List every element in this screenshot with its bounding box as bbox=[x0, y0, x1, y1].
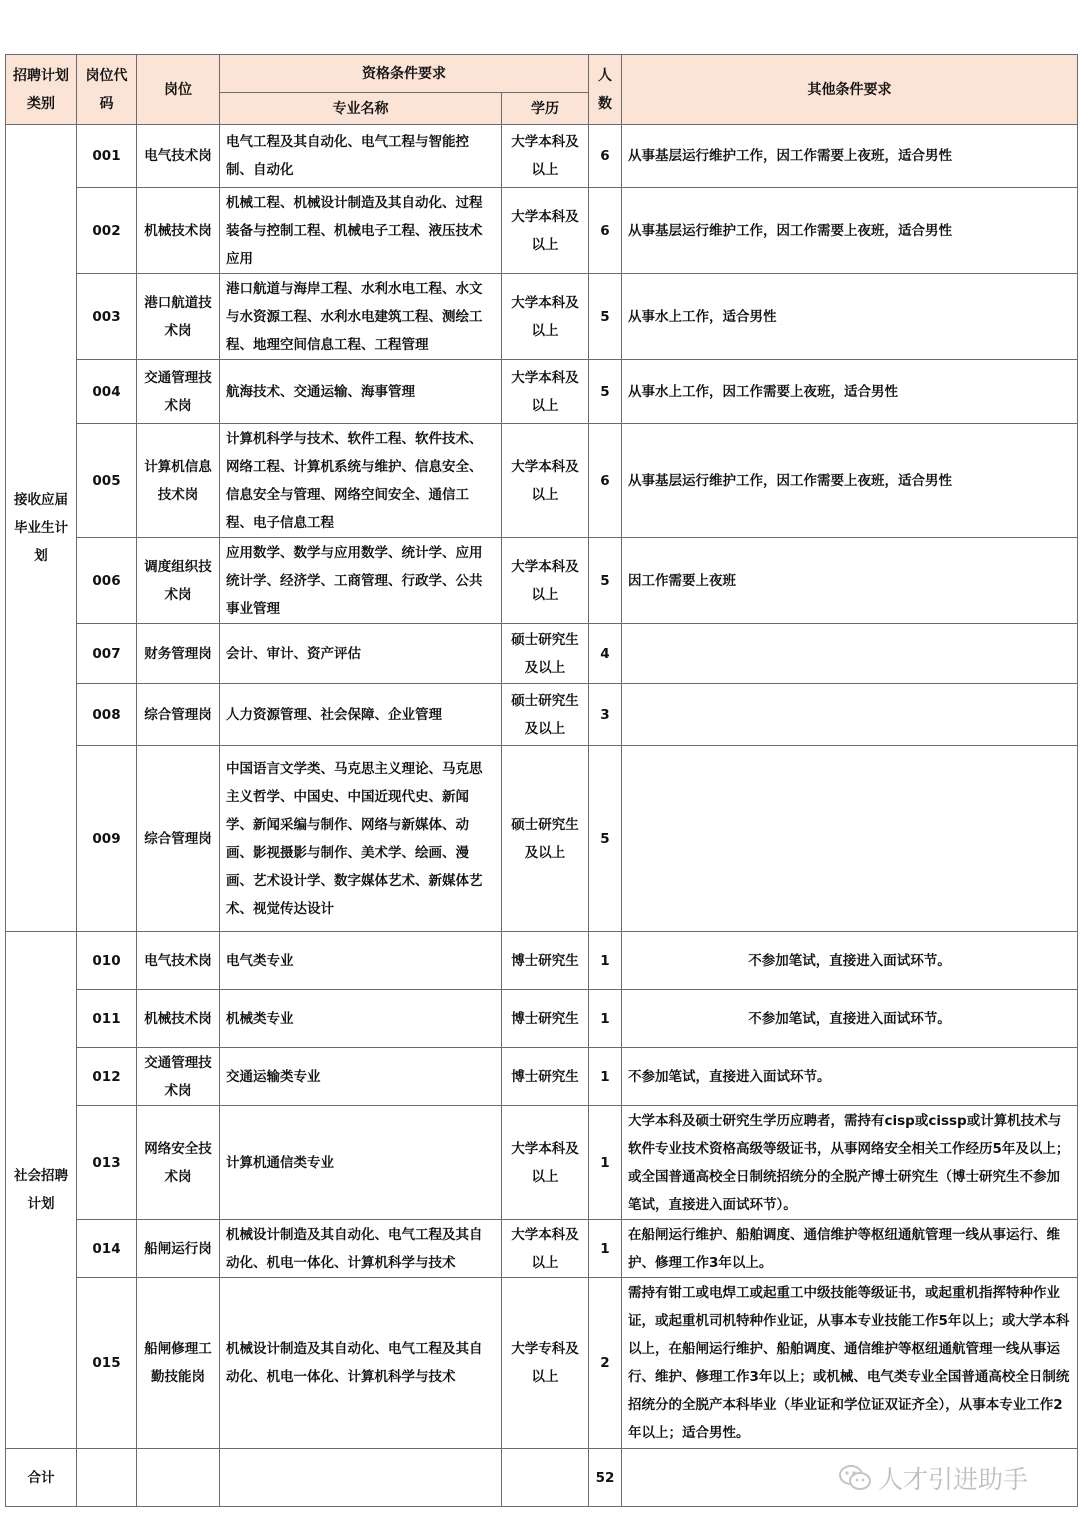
headcount: 5 bbox=[589, 274, 622, 360]
major-list: 人力资源管理、社会保障、企业管理 bbox=[220, 684, 502, 746]
headcount: 5 bbox=[589, 360, 622, 424]
other-requirements bbox=[622, 624, 1078, 684]
table-row bbox=[6, 684, 1078, 746]
education-level: 大学本科及以上 bbox=[502, 1220, 589, 1278]
education-level: 大学本科及以上 bbox=[502, 424, 589, 538]
header-code: 岗位代码 bbox=[77, 55, 137, 125]
position-code: 005 bbox=[77, 424, 137, 538]
education-level: 大学本科及以上 bbox=[502, 1106, 589, 1220]
other-requirements bbox=[622, 684, 1078, 746]
major-list: 航海技术、交通运输、海事管理 bbox=[220, 360, 502, 424]
table-row bbox=[6, 990, 1078, 1048]
position-code: 002 bbox=[77, 188, 137, 274]
watermark bbox=[838, 1460, 1028, 1496]
recruitment-table bbox=[5, 54, 1078, 1507]
position-code: 013 bbox=[77, 1106, 137, 1220]
education-level: 大学本科及以上 bbox=[502, 538, 589, 624]
education-level: 博士研究生 bbox=[502, 1048, 589, 1106]
other-requirements: 从事水上工作，因工作需要上夜班，适合男性 bbox=[622, 360, 1078, 424]
position-code: 003 bbox=[77, 274, 137, 360]
position-code: 001 bbox=[77, 125, 137, 188]
total-label: 合计 bbox=[6, 1449, 77, 1507]
headcount: 2 bbox=[589, 1278, 622, 1449]
major-list: 机械设计制造及其自动化、电气工程及其自动化、机电一体化、计算机科学与技术 bbox=[220, 1278, 502, 1449]
position-name: 电气技术岗 bbox=[137, 932, 220, 990]
table-row bbox=[6, 932, 1078, 990]
headcount: 6 bbox=[589, 188, 622, 274]
empty-cell bbox=[220, 1449, 502, 1507]
position-code: 014 bbox=[77, 1220, 137, 1278]
empty-cell bbox=[502, 1449, 589, 1507]
table-row bbox=[6, 125, 1078, 188]
headcount: 5 bbox=[589, 746, 622, 932]
table-row bbox=[6, 538, 1078, 624]
education-level: 大学专科及以上 bbox=[502, 1278, 589, 1449]
position-name: 计算机信息技术岗 bbox=[137, 424, 220, 538]
position-name: 港口航道技术岗 bbox=[137, 274, 220, 360]
other-requirements bbox=[622, 746, 1078, 932]
table-row bbox=[6, 188, 1078, 274]
education-level: 大学本科及以上 bbox=[502, 274, 589, 360]
education-level: 硕士研究生及以上 bbox=[502, 624, 589, 684]
major-list: 机械设计制造及其自动化、电气工程及其自动化、机电一体化、计算机科学与技术 bbox=[220, 1220, 502, 1278]
table-row bbox=[6, 1278, 1078, 1449]
education-level: 硕士研究生及以上 bbox=[502, 684, 589, 746]
position-code: 008 bbox=[77, 684, 137, 746]
category-graduates: 接收应届毕业生计划 bbox=[6, 125, 77, 932]
major-list: 电气工程及其自动化、电气工程与智能控制、自动化 bbox=[220, 125, 502, 188]
headcount: 3 bbox=[589, 684, 622, 746]
header-other: 其他条件要求 bbox=[622, 55, 1078, 125]
watermark-text: 人才引进助手 bbox=[878, 1465, 1029, 1494]
other-requirements: 不参加笔试，直接进入面试环节。 bbox=[622, 1048, 1078, 1106]
wechat-icon bbox=[838, 1463, 872, 1493]
position-code: 011 bbox=[77, 990, 137, 1048]
education-level: 硕士研究生及以上 bbox=[502, 746, 589, 932]
headcount: 6 bbox=[589, 125, 622, 188]
header-category: 招聘计划类别 bbox=[6, 55, 77, 125]
table-row bbox=[6, 1220, 1078, 1278]
header-qualification: 资格条件要求 bbox=[220, 55, 589, 93]
empty-cell bbox=[77, 1449, 137, 1507]
position-code: 007 bbox=[77, 624, 137, 684]
other-requirements: 从事基层运行维护工作，因工作需要上夜班，适合男性 bbox=[622, 188, 1078, 274]
position-code: 012 bbox=[77, 1048, 137, 1106]
headcount: 5 bbox=[589, 538, 622, 624]
header-education: 学历 bbox=[502, 93, 589, 125]
position-code: 006 bbox=[77, 538, 137, 624]
position-name: 船闸修理工勤技能岗 bbox=[137, 1278, 220, 1449]
headcount: 1 bbox=[589, 1220, 622, 1278]
position-name: 综合管理岗 bbox=[137, 684, 220, 746]
major-list: 交通运输类专业 bbox=[220, 1048, 502, 1106]
empty-cell bbox=[137, 1449, 220, 1507]
position-name: 电气技术岗 bbox=[137, 125, 220, 188]
other-requirements: 在船闸运行维护、船舶调度、通信维护等枢纽通航管理一线从事运行、维护、修理工作3年以上。 bbox=[622, 1220, 1078, 1278]
table-row bbox=[6, 1106, 1078, 1220]
major-list: 机械类专业 bbox=[220, 990, 502, 1048]
other-requirements: 大学本科及硕士研究生学历应聘者，需持有cisp或cissp或计算机技术与软件专业技术资格高级等级证书，从事网络安全相关工作经历5年及以上；或全国普通高校全日制统招统分的全脱产博士研究生（博士研究生不参加笔试，直接进入面试环节）。 bbox=[622, 1106, 1078, 1220]
header-position: 岗位 bbox=[137, 55, 220, 125]
education-level: 大学本科及以上 bbox=[502, 360, 589, 424]
other-requirements: 从事水上工作，适合男性 bbox=[622, 274, 1078, 360]
major-list: 计算机科学与技术、软件工程、软件技术、网络工程、计算机系统与维护、信息安全、信息安全与管理、网络空间安全、通信工程、电子信息工程 bbox=[220, 424, 502, 538]
other-requirements: 不参加笔试，直接进入面试环节。 bbox=[622, 990, 1078, 1048]
headcount: 4 bbox=[589, 624, 622, 684]
major-list: 计算机通信类专业 bbox=[220, 1106, 502, 1220]
position-name: 网络安全技术岗 bbox=[137, 1106, 220, 1220]
headcount: 1 bbox=[589, 990, 622, 1048]
headcount: 1 bbox=[589, 1048, 622, 1106]
major-list: 会计、审计、资产评估 bbox=[220, 624, 502, 684]
table-row bbox=[6, 746, 1078, 932]
education-level: 大学本科及以上 bbox=[502, 188, 589, 274]
table-row bbox=[6, 360, 1078, 424]
position-code: 015 bbox=[77, 1278, 137, 1449]
headcount: 1 bbox=[589, 1106, 622, 1220]
position-name: 机械技术岗 bbox=[137, 188, 220, 274]
education-level: 博士研究生 bbox=[502, 990, 589, 1048]
position-code: 010 bbox=[77, 932, 137, 990]
major-list: 港口航道与海岸工程、水利水电工程、水文与水资源工程、水利水电建筑工程、测绘工程、地理空间信息工程、工程管理 bbox=[220, 274, 502, 360]
position-name: 调度组织技术岗 bbox=[137, 538, 220, 624]
total-count: 52 bbox=[589, 1449, 622, 1507]
position-name: 交通管理技术岗 bbox=[137, 1048, 220, 1106]
education-level: 博士研究生 bbox=[502, 932, 589, 990]
education-level: 大学本科及以上 bbox=[502, 125, 589, 188]
major-list: 应用数学、数学与应用数学、统计学、应用统计学、经济学、工商管理、行政学、公共事业管理 bbox=[220, 538, 502, 624]
position-name: 综合管理岗 bbox=[137, 746, 220, 932]
header-major: 专业名称 bbox=[220, 93, 502, 125]
position-code: 009 bbox=[77, 746, 137, 932]
position-code: 004 bbox=[77, 360, 137, 424]
position-name: 船闸运行岗 bbox=[137, 1220, 220, 1278]
table-row bbox=[6, 624, 1078, 684]
major-list: 中国语言文学类、马克思主义理论、马克思主义哲学、中国史、中国近现代史、新闻学、新闻采编与制作、网络与新媒体、动画、影视摄影与制作、美术学、绘画、漫画、艺术设计学、数字媒体艺术、新媒体艺术、视觉传达设计 bbox=[220, 746, 502, 932]
table-row bbox=[6, 424, 1078, 538]
category-social: 社会招聘计划 bbox=[6, 932, 77, 1449]
headcount: 1 bbox=[589, 932, 622, 990]
other-requirements: 需持有钳工或电焊工或起重工中级技能等级证书，或起重机指挥特种作业证，或起重机司机特种作业证，从事本专业技能工作5年以上；或大学本科以上，在船闸运行维护、船舶调度、通信维护等枢纽通航管理一线从事运行、维护、修理工作3年以上；或机械、电气类专业全国普通高校全日制统招统分的全脱产本科毕业（毕业证和学位证双证齐全），从事本专业工作2年以上；适合男性。 bbox=[622, 1278, 1078, 1449]
other-requirements: 从事基层运行维护工作，因工作需要上夜班，适合男性 bbox=[622, 424, 1078, 538]
table-row bbox=[6, 1048, 1078, 1106]
position-name: 交通管理技术岗 bbox=[137, 360, 220, 424]
other-requirements: 从事基层运行维护工作，因工作需要上夜班，适合男性 bbox=[622, 125, 1078, 188]
table-row bbox=[6, 274, 1078, 360]
header-count: 人数 bbox=[589, 55, 622, 125]
headcount: 6 bbox=[589, 424, 622, 538]
major-list: 机械工程、机械设计制造及其自动化、过程装备与控制工程、机械电子工程、液压技术应用 bbox=[220, 188, 502, 274]
other-requirements: 不参加笔试，直接进入面试环节。 bbox=[622, 932, 1078, 990]
position-name: 财务管理岗 bbox=[137, 624, 220, 684]
other-requirements: 因工作需要上夜班 bbox=[622, 538, 1078, 624]
major-list: 电气类专业 bbox=[220, 932, 502, 990]
position-name: 机械技术岗 bbox=[137, 990, 220, 1048]
